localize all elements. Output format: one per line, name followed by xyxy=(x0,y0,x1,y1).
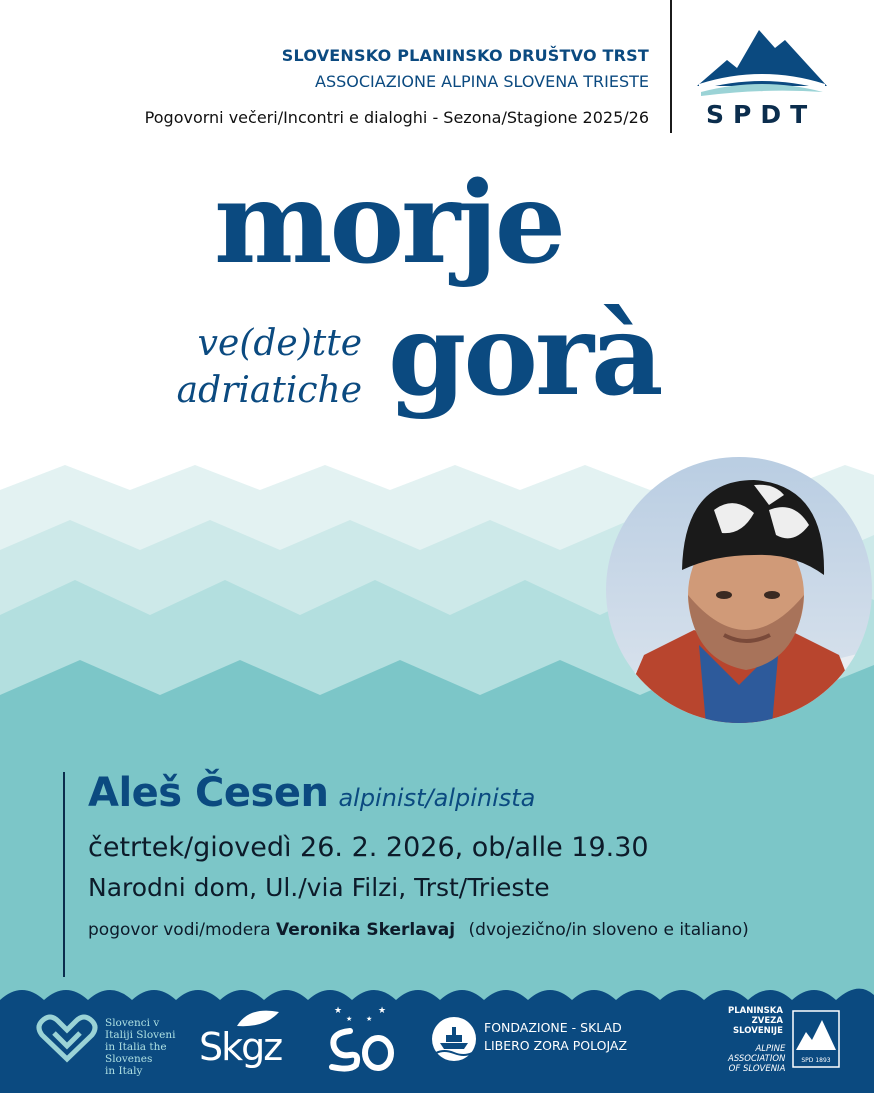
fondazione-ship-logo-icon xyxy=(430,1015,478,1063)
so-emblem-icon xyxy=(320,1003,398,1073)
spdt-logo-text: SPDT xyxy=(706,100,817,129)
svg-text:★: ★ xyxy=(334,1006,343,1016)
skgz-logo-text: Skgz xyxy=(199,1025,282,1069)
org-name-italian: ASSOCIAZIONE ALPINA SLOVENA TRIESTE xyxy=(315,72,649,91)
title-word-gora: gorà xyxy=(388,290,661,421)
fondazione-text: FONDAZIONE - SKLAD LIBERO ZORA POLOJAZ xyxy=(484,1020,628,1053)
slovenci-text: Slovenci v Italiji Sloveni in Italia the Slovenes in Italy xyxy=(105,1017,176,1077)
org-name-slovene: SLOVENSKO PLANINSKO DRUŠTVO TRST xyxy=(281,46,649,65)
moderator-prefix: pogovor vodi/modera xyxy=(88,920,271,940)
season-line: Pogovorni večeri/Incontri e dialoghi - Sezona/Stagione 2025/26 xyxy=(144,108,649,127)
speaker-portrait xyxy=(604,455,874,725)
svg-text:★: ★ xyxy=(378,1006,387,1016)
event-language: (dvojezično/in sloveno e italiano) xyxy=(468,920,749,940)
info-accent-line xyxy=(63,772,65,977)
svg-text:★: ★ xyxy=(366,1015,373,1023)
title-word-morje: morje xyxy=(214,158,563,289)
pzs-name-text: PLANINSKA ZVEZA SLOVENIJE xyxy=(728,1006,783,1036)
pzs-mountain-logo-icon xyxy=(792,1010,840,1068)
pzs-english-text: ALPINE ASSOCIATION OF SLOVENIA xyxy=(728,1044,786,1074)
speaker-block xyxy=(88,770,535,816)
subtitle-line-1: ve(de)tte xyxy=(197,323,362,364)
subtitle-line-2: adriatiche xyxy=(176,370,362,411)
moderator-name: Veronika Skerlavaj xyxy=(275,920,456,940)
speaker-role: alpinist/alpinista xyxy=(338,784,536,812)
speaker-name: Aleš Česen xyxy=(88,770,329,816)
slovenci-heart-logo-icon xyxy=(36,1013,98,1063)
moderator-line xyxy=(88,920,749,940)
event-date: četrtek/giovedì 26. 2. 2026, ob/alle 19.30 xyxy=(88,832,649,863)
header-divider xyxy=(670,0,672,133)
svg-text:★: ★ xyxy=(346,1015,353,1023)
event-place: Narodni dom, Ul./via Filzi, Trst/Trieste xyxy=(88,873,550,902)
pzs-mark-text: SPD 1893 xyxy=(801,1057,831,1064)
